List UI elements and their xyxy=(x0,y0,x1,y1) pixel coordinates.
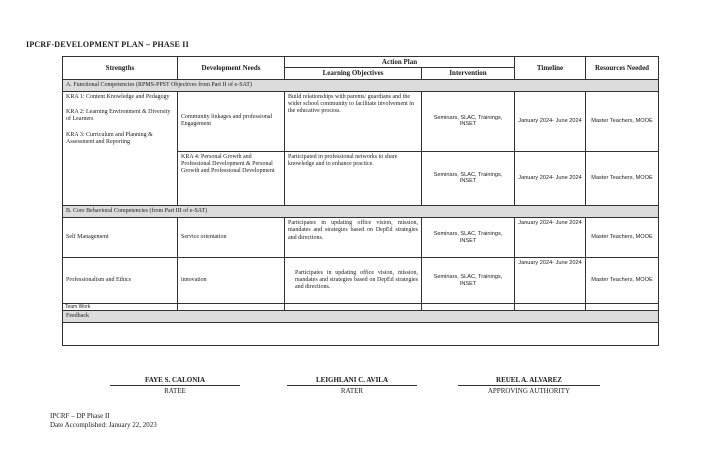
signature-name: REUEL A. ALVAREZ xyxy=(458,376,600,386)
development-needs-header: Development Needs xyxy=(178,57,285,80)
strength: Self Management xyxy=(63,218,178,258)
signature-name: LEIGHLANI C. AVILA xyxy=(287,376,417,386)
feedback-body xyxy=(63,323,659,346)
signature-approving-authority xyxy=(458,376,600,395)
action-plan-header: Action Plan xyxy=(285,57,515,68)
development-need: Community linkages and professional Engagement xyxy=(178,91,285,151)
strength-kra2: KRA 2: Learning Environment & Diversity of Learners xyxy=(66,109,171,123)
resources: Master Teachers, MOOE xyxy=(586,151,659,205)
timeline-header: Timeline xyxy=(515,57,586,80)
development-plan-table xyxy=(62,56,659,346)
strength: Professionalism and Ethics xyxy=(63,258,178,304)
header-row-1 xyxy=(63,57,659,68)
signature-role: RATEE xyxy=(164,387,186,395)
resources-header: Resources Needed xyxy=(586,57,659,80)
table-row xyxy=(63,218,659,258)
development-need: innovation xyxy=(178,258,285,304)
learning-objective: Participates in updating office vision, mission, mandates and strategies based on DepEd strategies and directions. xyxy=(285,218,422,258)
timeline: January 2024- June 2024 xyxy=(515,258,586,304)
learning-objective: Build relationships with parents/ guardians and the wider school community to facilitate involvement in the educative process. xyxy=(285,91,422,151)
signature-role: APPROVING AUTHORITY xyxy=(487,387,571,395)
resources: Master Teachers, MOOE xyxy=(586,258,659,304)
strength-kra1: KRA 1: Content Knowledge and Pedagogy xyxy=(66,93,170,100)
strengths-header: Strengths xyxy=(63,57,178,80)
development-need: KRA 4: Personal Growth and Professional Development & Personal Growth and Professional Development xyxy=(178,151,285,205)
table-row xyxy=(63,258,659,304)
team-work-row xyxy=(63,304,659,311)
feedback-label: Feedback xyxy=(63,311,659,323)
section-b-title: B. Core Behavioral Competencies (from Part III of e-SAT) xyxy=(63,205,659,217)
signature-ratee xyxy=(110,376,240,395)
section-b-row xyxy=(63,205,659,217)
document-title: IPCRF-DEVELOPMENT PLAN – PHASE II xyxy=(26,40,189,49)
timeline: January 2024- June 2024 xyxy=(515,151,586,205)
signature-rater xyxy=(287,376,417,395)
strength-kra3: KRA 3: Curriculum and Planning & Assessment and Reporting xyxy=(66,131,153,145)
signature-name: FAYE S. CALONIA xyxy=(110,376,240,386)
intervention: Seminars, SLAC, Trainings, INSET xyxy=(422,218,515,258)
feedback-row xyxy=(63,311,659,323)
intervention-header: Intervention xyxy=(422,68,515,79)
footer-date-accomplished: Date Accomplished: January 22, 2023 xyxy=(50,421,157,430)
development-need: Service orientation xyxy=(178,218,285,258)
section-a-row xyxy=(63,79,659,91)
table-row xyxy=(63,91,659,151)
feedback-body-row xyxy=(63,323,659,346)
section-a-strengths xyxy=(63,91,178,205)
intervention: Seminars, SLAC, Trainings, INSET xyxy=(422,258,515,304)
section-a-title: A. Functional Competencies (RPMS-PPST Objectives from Part II of e-SAT) xyxy=(63,79,659,91)
timeline: January 2024- June 2024 xyxy=(515,218,586,258)
team-work-label: Team Work xyxy=(63,304,178,311)
intervention: Seminars, SLAC, Trainings, INSET xyxy=(422,91,515,151)
learning-objective: Participates in updating office vision, mission, mandates and strategies based on DepEd strategies and directions. xyxy=(285,258,422,304)
timeline: January 2024- June 2024 xyxy=(515,91,586,151)
learning-objectives-header: Learning Objectives xyxy=(285,68,422,79)
intervention: Seminars, SLAC, Trainings, INSET xyxy=(422,151,515,205)
document-footer xyxy=(50,412,157,430)
footer-form-name: IPCRF – DP Phase II xyxy=(50,412,110,420)
resources: Master Teachers, MOOE xyxy=(586,218,659,258)
resources: Master Teachers, MOOE xyxy=(586,91,659,151)
signature-role: RATER xyxy=(340,387,364,395)
learning-objective: Participated in professional networks to share knowledge and to enhance practice. xyxy=(285,151,422,205)
